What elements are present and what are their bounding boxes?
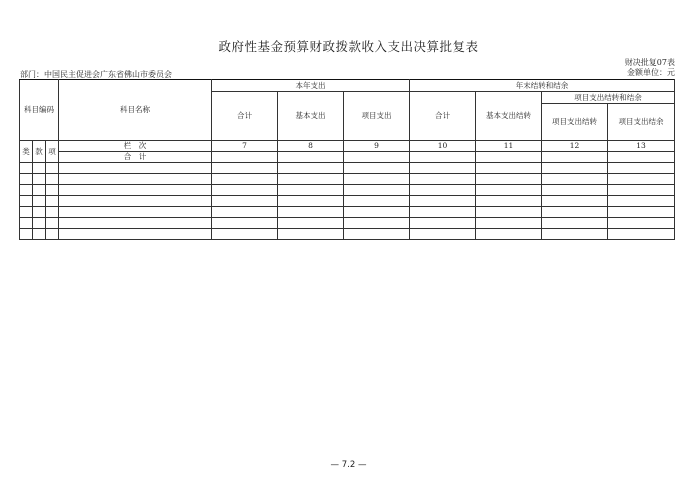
table-cell: [542, 152, 608, 163]
table-row: [20, 196, 675, 207]
table-cell: [20, 229, 33, 240]
table-cell: [410, 207, 476, 218]
table-cell: [344, 196, 410, 207]
table-cell: [278, 163, 344, 174]
table-cell: [542, 196, 608, 207]
table-cell: [212, 229, 278, 240]
table-cell: [278, 185, 344, 196]
table-cell: [278, 174, 344, 185]
table-row: [20, 229, 675, 240]
table-cell: [46, 174, 59, 185]
table-cell: [344, 152, 410, 163]
project-carryover-header: 项目支出结转: [542, 104, 608, 141]
table-cell: [608, 218, 675, 229]
table-cell: [608, 207, 675, 218]
table-cell: [46, 207, 59, 218]
form-code: 财决批复07表: [624, 58, 675, 67]
table-cell: [33, 218, 46, 229]
table-cell: [59, 163, 212, 174]
table-row: [20, 174, 675, 185]
table-cell: [33, 196, 46, 207]
table-cell: [33, 229, 46, 240]
project-expenditure-header: 项目支出: [344, 92, 410, 141]
year-end-carryover-header: 年末结转和结余: [410, 80, 675, 92]
table-cell: [278, 218, 344, 229]
table-cell: [59, 174, 212, 185]
table-cell: [33, 207, 46, 218]
table-cell: [278, 196, 344, 207]
table-cell: [46, 163, 59, 174]
total-row-label: 合 计: [59, 152, 212, 163]
table-cell: [608, 185, 675, 196]
header-row-1: [20, 80, 675, 92]
table-cell: [476, 218, 542, 229]
table-cell: [542, 174, 608, 185]
subject-code-header: 科目编码: [20, 80, 59, 141]
table-cell: [542, 185, 608, 196]
table-cell: [542, 163, 608, 174]
table-cell: [410, 218, 476, 229]
table-cell: [33, 174, 46, 185]
table-cell: [212, 196, 278, 207]
table-cell: [212, 218, 278, 229]
table-cell: [344, 207, 410, 218]
column-number-8: 8: [278, 141, 344, 152]
table-cell: [608, 152, 675, 163]
total-row: [20, 152, 675, 163]
column-number-row: [20, 141, 675, 152]
page-title: 政府性基金预算财政拨款收入支出决算批复表: [218, 39, 479, 54]
table-cell: [20, 174, 33, 185]
column-number-7: 7: [212, 141, 278, 152]
department-label: 部门：中国民主促进会广东省佛山市委员会: [20, 70, 172, 79]
table-cell: [33, 163, 46, 174]
table-cell: [344, 163, 410, 174]
amount-unit: 金额单位：元: [627, 68, 675, 77]
page-number: — 7.2 —: [330, 460, 367, 470]
table-cell: [344, 185, 410, 196]
table-cell: [542, 207, 608, 218]
table-cell: [20, 163, 33, 174]
table-cell: [212, 163, 278, 174]
table-row: [20, 218, 675, 229]
column-number-13: 13: [608, 141, 675, 152]
table-cell: [278, 229, 344, 240]
table-cell: [608, 174, 675, 185]
table-cell: [46, 218, 59, 229]
table-cell: [212, 185, 278, 196]
table-cell: [59, 196, 212, 207]
table-row: [20, 163, 675, 174]
table-cell: [476, 174, 542, 185]
table-cell: [542, 218, 608, 229]
basic-expenditure-header: 基本支出: [278, 92, 344, 141]
table-cell: [20, 218, 33, 229]
table-cell: [476, 229, 542, 240]
budget-approval-table: [19, 79, 675, 240]
table-cell: [476, 207, 542, 218]
table-cell: [46, 229, 59, 240]
total-header: 合计: [212, 92, 278, 141]
table-cell: [33, 185, 46, 196]
table-row: [20, 185, 675, 196]
project-surplus-header: 项目支出结余: [608, 104, 675, 141]
table-cell: [608, 163, 675, 174]
table-cell: [59, 207, 212, 218]
table-cell: [59, 185, 212, 196]
table-cell: [608, 196, 675, 207]
column-number-9: 9: [344, 141, 410, 152]
table-cell: [608, 229, 675, 240]
current-year-expenditure-header: 本年支出: [212, 80, 410, 92]
table-cell: [410, 185, 476, 196]
table-cell: [212, 152, 278, 163]
subject-name-header: 科目名称: [59, 80, 212, 141]
table-cell: [46, 196, 59, 207]
table-cell: [212, 207, 278, 218]
table-cell: [20, 196, 33, 207]
table-cell: [476, 152, 542, 163]
table-cell: [410, 229, 476, 240]
column-number-10: 10: [410, 141, 476, 152]
table-cell: [59, 229, 212, 240]
table-cell: [344, 229, 410, 240]
table-cell: [542, 229, 608, 240]
column-number-11: 11: [476, 141, 542, 152]
column-number-12: 12: [542, 141, 608, 152]
table-cell: [278, 207, 344, 218]
section-header: 款: [33, 141, 46, 163]
basic-carryover-header: 基本支出结转: [476, 92, 542, 141]
table-cell: [212, 174, 278, 185]
table-cell: [59, 218, 212, 229]
table-cell: [20, 207, 33, 218]
table-cell: [410, 163, 476, 174]
table-cell: [476, 185, 542, 196]
project-carryover-group-header: 项目支出结转和结余: [542, 92, 675, 104]
table-cell: [46, 185, 59, 196]
table-row: [20, 207, 675, 218]
table-cell: [476, 196, 542, 207]
table-cell: [344, 174, 410, 185]
table-cell: [476, 163, 542, 174]
table-cell: [344, 218, 410, 229]
table-cell: [410, 152, 476, 163]
column-number-label: 栏 次: [59, 141, 212, 152]
table-cell: [20, 185, 33, 196]
table-cell: [278, 152, 344, 163]
table-cell: [410, 196, 476, 207]
table-cell: [410, 174, 476, 185]
item-header: 项: [46, 141, 59, 163]
class-header: 类: [20, 141, 33, 163]
carryover-total-header: 合计: [410, 92, 476, 141]
